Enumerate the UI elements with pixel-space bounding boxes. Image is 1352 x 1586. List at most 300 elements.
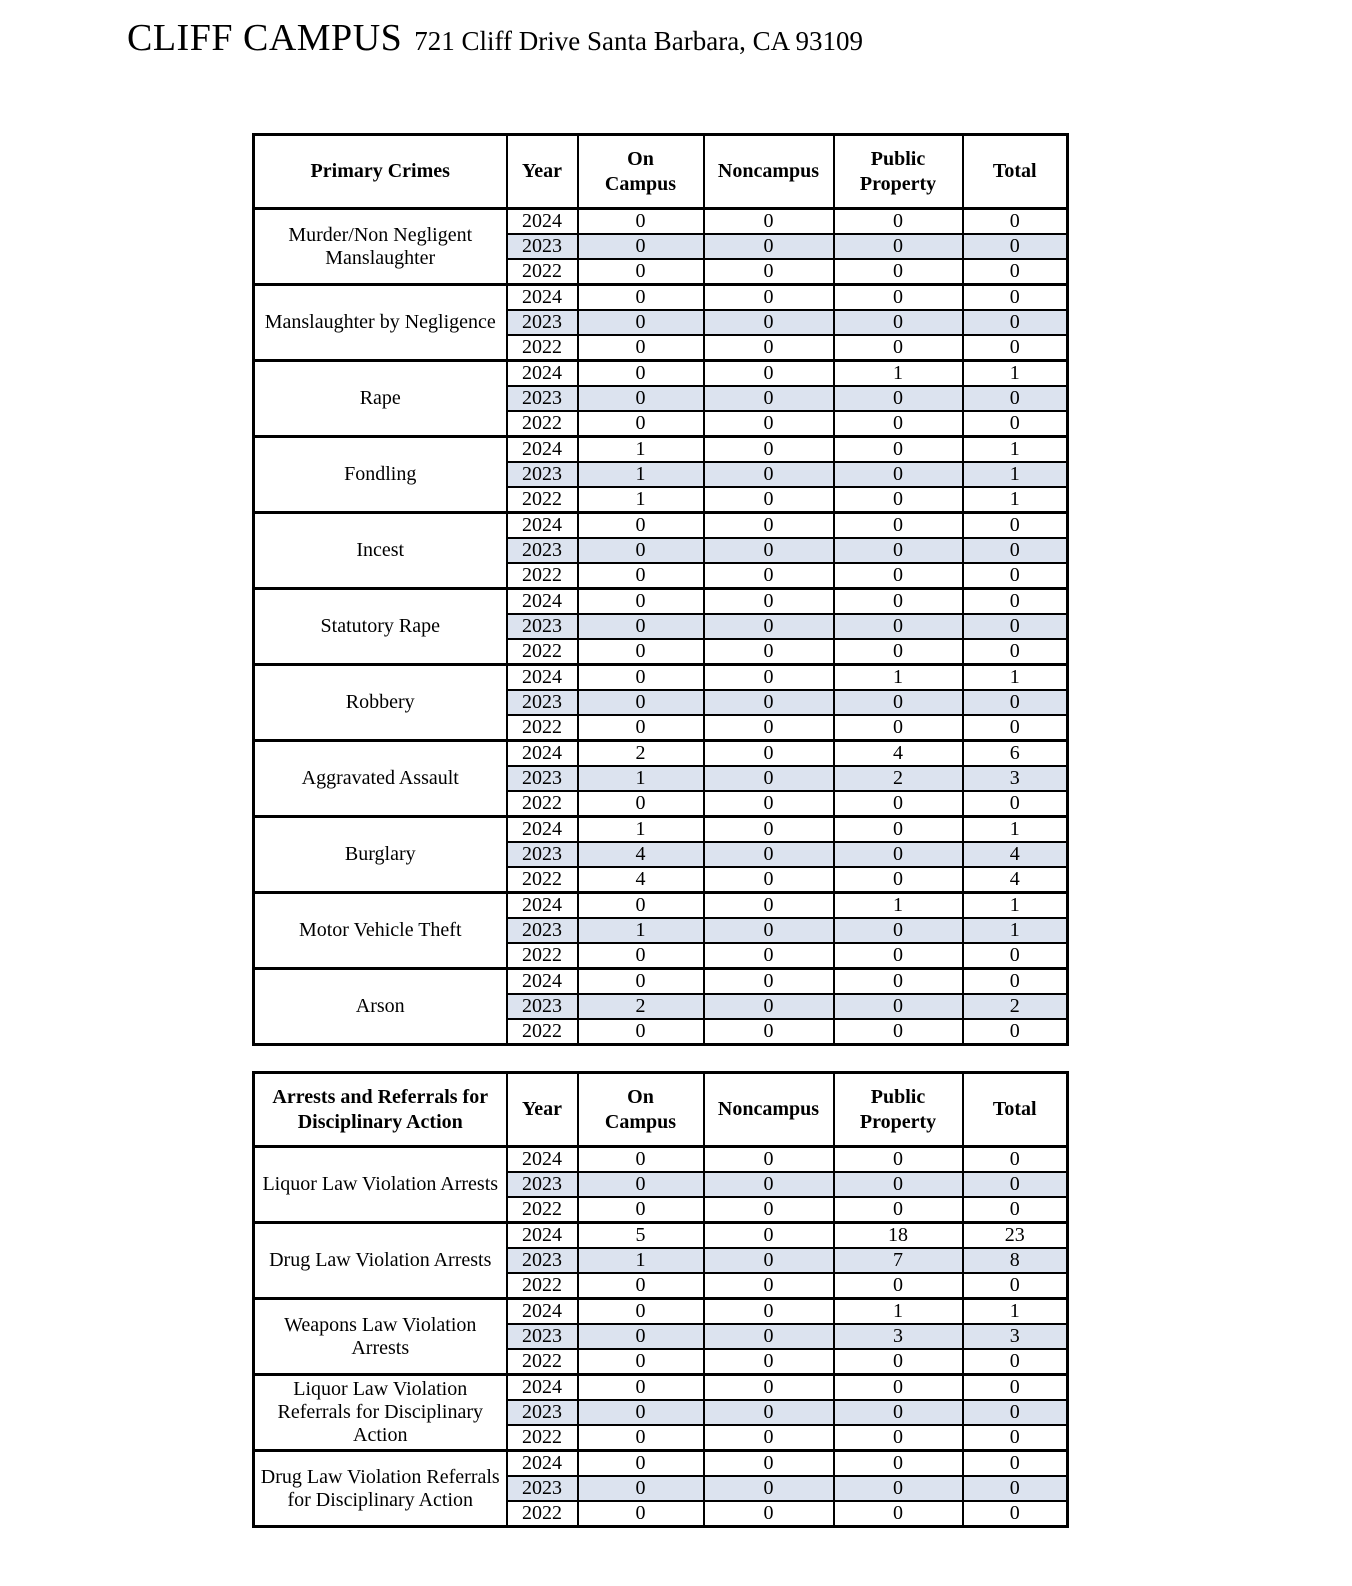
- value-cell-on-campus: 0: [578, 1273, 704, 1299]
- year-row: [254, 285, 1068, 311]
- value-cell-on-campus: 1: [578, 462, 704, 487]
- year-cell: 2024: [507, 893, 578, 919]
- value-cell-total: 0: [963, 1425, 1068, 1451]
- value-cell-on-campus: 0: [578, 1375, 704, 1401]
- year-row: [254, 1223, 1068, 1249]
- value-cell-public-property: 0: [834, 1349, 963, 1375]
- year-cell: 2023: [507, 538, 578, 563]
- value-cell-noncampus: 0: [704, 563, 834, 589]
- year-cell: 2024: [507, 1451, 578, 1477]
- year-cell: 2024: [507, 1147, 578, 1173]
- value-cell-noncampus: 0: [704, 538, 834, 563]
- year-cell: 2022: [507, 639, 578, 665]
- value-cell-total: 0: [963, 791, 1068, 817]
- value-cell-total: 0: [963, 538, 1068, 563]
- value-cell-public-property: 0: [834, 513, 963, 539]
- year-cell: 2022: [507, 1349, 578, 1375]
- value-cell-noncampus: 0: [704, 1197, 834, 1223]
- column-header-on-campus-label: On Campus: [604, 147, 677, 195]
- year-cell: 2022: [507, 1425, 578, 1451]
- value-cell-public-property: 0: [834, 715, 963, 741]
- value-cell-on-campus: 4: [578, 842, 704, 867]
- value-cell-total: 0: [963, 209, 1068, 235]
- year-cell: 2023: [507, 310, 578, 335]
- value-cell-public-property: 7: [834, 1248, 963, 1273]
- value-cell-total: 0: [963, 513, 1068, 539]
- value-cell-noncampus: 0: [704, 285, 834, 311]
- column-header-noncampus-label: Noncampus: [717, 160, 820, 182]
- value-cell-on-campus: 0: [578, 563, 704, 589]
- value-cell-public-property: 0: [834, 614, 963, 639]
- value-cell-total: 0: [963, 1273, 1068, 1299]
- value-cell-noncampus: 0: [704, 1501, 834, 1527]
- value-cell-public-property: 0: [834, 994, 963, 1019]
- value-cell-noncampus: 0: [704, 893, 834, 919]
- value-cell-on-campus: 0: [578, 1172, 704, 1197]
- value-cell-noncampus: 0: [704, 1375, 834, 1401]
- value-cell-public-property: 0: [834, 335, 963, 361]
- value-cell-on-campus: 0: [578, 969, 704, 995]
- value-cell-noncampus: 0: [704, 259, 834, 285]
- category-cell: Incest: [254, 513, 507, 589]
- value-cell-noncampus: 0: [704, 969, 834, 995]
- value-cell-total: 1: [963, 893, 1068, 919]
- value-cell-noncampus: 0: [704, 487, 834, 513]
- category-cell: Drug Law Violation Referrals for Disciplinary Action: [254, 1451, 507, 1527]
- year-row: [254, 665, 1068, 691]
- arrests-referrals-table-header: [254, 1073, 1068, 1147]
- value-cell-total: 6: [963, 741, 1068, 767]
- year-cell: 2022: [507, 715, 578, 741]
- value-cell-on-campus: 0: [578, 1349, 704, 1375]
- value-cell-total: 23: [963, 1223, 1068, 1249]
- value-cell-noncampus: 0: [704, 310, 834, 335]
- year-row: [254, 817, 1068, 843]
- value-cell-on-campus: 1: [578, 487, 704, 513]
- value-cell-public-property: 0: [834, 969, 963, 995]
- year-cell: 2024: [507, 969, 578, 995]
- value-cell-total: 0: [963, 259, 1068, 285]
- campus-address: 721 Cliff Drive Santa Barbara, CA 93109: [414, 26, 863, 56]
- value-cell-on-campus: 5: [578, 1223, 704, 1249]
- value-cell-total: 0: [963, 639, 1068, 665]
- value-cell-total: 0: [963, 563, 1068, 589]
- value-cell-total: 8: [963, 1248, 1068, 1273]
- value-cell-total: 0: [963, 1019, 1068, 1045]
- year-cell: 2024: [507, 513, 578, 539]
- value-cell-on-campus: 0: [578, 335, 704, 361]
- year-cell: 2023: [507, 614, 578, 639]
- year-cell: 2023: [507, 842, 578, 867]
- value-cell-total: 1: [963, 437, 1068, 463]
- value-cell-noncampus: 0: [704, 1223, 834, 1249]
- value-cell-noncampus: 0: [704, 335, 834, 361]
- value-cell-total: 0: [963, 1476, 1068, 1501]
- value-cell-noncampus: 0: [704, 791, 834, 817]
- year-row: [254, 1451, 1068, 1477]
- year-row: [254, 513, 1068, 539]
- value-cell-noncampus: 0: [704, 1400, 834, 1425]
- year-cell: 2023: [507, 766, 578, 791]
- value-cell-on-campus: 2: [578, 994, 704, 1019]
- value-cell-noncampus: 0: [704, 639, 834, 665]
- value-cell-on-campus: 1: [578, 918, 704, 943]
- year-cell: 2024: [507, 817, 578, 843]
- value-cell-public-property: 0: [834, 209, 963, 235]
- value-cell-noncampus: 0: [704, 1147, 834, 1173]
- value-cell-public-property: 0: [834, 1147, 963, 1173]
- value-cell-total: 4: [963, 867, 1068, 893]
- column-header-public-property: [834, 135, 963, 209]
- category-cell: Drug Law Violation Arrests: [254, 1223, 507, 1299]
- value-cell-noncampus: 0: [704, 614, 834, 639]
- value-cell-noncampus: 0: [704, 994, 834, 1019]
- value-cell-noncampus: 0: [704, 234, 834, 259]
- column-header-on-campus: [578, 135, 704, 209]
- year-cell: 2022: [507, 867, 578, 893]
- value-cell-public-property: 0: [834, 437, 963, 463]
- value-cell-total: 0: [963, 690, 1068, 715]
- page-header: [127, 16, 863, 60]
- category-cell: Fondling: [254, 437, 507, 513]
- category-cell: Liquor Law Violation Arrests: [254, 1147, 507, 1223]
- value-cell-on-campus: 0: [578, 386, 704, 411]
- value-cell-public-property: 0: [834, 411, 963, 437]
- value-cell-on-campus: 0: [578, 1147, 704, 1173]
- value-cell-public-property: 0: [834, 1501, 963, 1527]
- value-cell-total: 0: [963, 1400, 1068, 1425]
- primary-crimes-table-body: [254, 209, 1068, 1045]
- value-cell-total: 0: [963, 943, 1068, 969]
- value-cell-public-property: 0: [834, 462, 963, 487]
- year-cell: 2024: [507, 589, 578, 615]
- category-cell: Murder/Non Negligent Manslaughter: [254, 209, 507, 285]
- column-header-total: Total: [963, 1073, 1068, 1147]
- value-cell-on-campus: 0: [578, 1425, 704, 1451]
- value-cell-total: 1: [963, 361, 1068, 387]
- value-cell-noncampus: 0: [704, 690, 834, 715]
- header-row: [254, 135, 1068, 209]
- value-cell-on-campus: 0: [578, 665, 704, 691]
- category-cell: Liquor Law Violation Referrals for Disciplinary Action: [254, 1375, 507, 1451]
- column-header-on-campus-label: On Campus: [604, 1085, 677, 1133]
- value-cell-public-property: 0: [834, 791, 963, 817]
- year-cell: 2024: [507, 1299, 578, 1325]
- value-cell-noncampus: 0: [704, 1019, 834, 1045]
- year-cell: 2023: [507, 462, 578, 487]
- value-cell-public-property: 0: [834, 1172, 963, 1197]
- value-cell-on-campus: 1: [578, 817, 704, 843]
- value-cell-noncampus: 0: [704, 411, 834, 437]
- value-cell-public-property: 0: [834, 386, 963, 411]
- year-cell: 2024: [507, 741, 578, 767]
- value-cell-public-property: 1: [834, 1299, 963, 1325]
- value-cell-on-campus: 0: [578, 1501, 704, 1527]
- value-cell-noncampus: 0: [704, 715, 834, 741]
- value-cell-public-property: 0: [834, 538, 963, 563]
- value-cell-on-campus: 0: [578, 513, 704, 539]
- year-cell: 2024: [507, 285, 578, 311]
- value-cell-public-property: 4: [834, 741, 963, 767]
- year-cell: 2023: [507, 1400, 578, 1425]
- value-cell-on-campus: 0: [578, 1299, 704, 1325]
- value-cell-on-campus: 1: [578, 437, 704, 463]
- value-cell-total: 0: [963, 1451, 1068, 1477]
- value-cell-public-property: 0: [834, 563, 963, 589]
- value-cell-public-property: 0: [834, 589, 963, 615]
- value-cell-on-campus: 0: [578, 893, 704, 919]
- value-cell-total: 0: [963, 589, 1068, 615]
- column-header-noncampus: [704, 135, 834, 209]
- value-cell-public-property: 0: [834, 1400, 963, 1425]
- value-cell-public-property: 0: [834, 817, 963, 843]
- year-cell: 2022: [507, 411, 578, 437]
- category-cell: Aggravated Assault: [254, 741, 507, 817]
- value-cell-on-campus: 0: [578, 361, 704, 387]
- value-cell-public-property: 1: [834, 361, 963, 387]
- value-cell-public-property: 1: [834, 665, 963, 691]
- value-cell-noncampus: 0: [704, 513, 834, 539]
- primary-crimes-table: [252, 133, 1069, 1046]
- column-header-noncampus: [704, 1073, 834, 1147]
- value-cell-total: 4: [963, 842, 1068, 867]
- year-cell: 2023: [507, 1172, 578, 1197]
- value-cell-on-campus: 0: [578, 1400, 704, 1425]
- value-cell-public-property: 0: [834, 259, 963, 285]
- value-cell-noncampus: 0: [704, 361, 834, 387]
- value-cell-public-property: 0: [834, 487, 963, 513]
- value-cell-noncampus: 0: [704, 1349, 834, 1375]
- year-cell: 2024: [507, 437, 578, 463]
- value-cell-public-property: 0: [834, 1197, 963, 1223]
- year-cell: 2024: [507, 1375, 578, 1401]
- year-cell: 2024: [507, 361, 578, 387]
- value-cell-on-campus: 0: [578, 1476, 704, 1501]
- value-cell-noncampus: 0: [704, 1451, 834, 1477]
- value-cell-public-property: 0: [834, 234, 963, 259]
- value-cell-total: 1: [963, 918, 1068, 943]
- category-cell: Statutory Rape: [254, 589, 507, 665]
- category-cell: Weapons Law Violation Arrests: [254, 1299, 507, 1375]
- value-cell-on-campus: 0: [578, 1324, 704, 1349]
- value-cell-noncampus: 0: [704, 1273, 834, 1299]
- year-cell: 2022: [507, 1019, 578, 1045]
- year-row: [254, 969, 1068, 995]
- primary-crimes-table-header: [254, 135, 1068, 209]
- value-cell-total: 0: [963, 234, 1068, 259]
- year-cell: 2024: [507, 665, 578, 691]
- value-cell-on-campus: 0: [578, 589, 704, 615]
- value-cell-public-property: 0: [834, 310, 963, 335]
- value-cell-public-property: 0: [834, 285, 963, 311]
- value-cell-noncampus: 0: [704, 1299, 834, 1325]
- column-header-year: Year: [507, 135, 578, 209]
- value-cell-noncampus: 0: [704, 589, 834, 615]
- value-cell-noncampus: 0: [704, 209, 834, 235]
- value-cell-total: 2: [963, 994, 1068, 1019]
- value-cell-on-campus: 4: [578, 867, 704, 893]
- year-row: [254, 1147, 1068, 1173]
- value-cell-total: 3: [963, 1324, 1068, 1349]
- value-cell-total: 0: [963, 1501, 1068, 1527]
- column-header-public-property: [834, 1073, 963, 1147]
- year-cell: 2022: [507, 487, 578, 513]
- value-cell-noncampus: 0: [704, 918, 834, 943]
- value-cell-total: 1: [963, 817, 1068, 843]
- year-row: [254, 1375, 1068, 1401]
- value-cell-noncampus: 0: [704, 1248, 834, 1273]
- value-cell-noncampus: 0: [704, 867, 834, 893]
- arrests-referrals-table-body: [254, 1147, 1068, 1527]
- value-cell-total: 0: [963, 1197, 1068, 1223]
- value-cell-public-property: 18: [834, 1223, 963, 1249]
- value-cell-public-property: 0: [834, 1273, 963, 1299]
- value-cell-on-campus: 0: [578, 715, 704, 741]
- year-cell: 2023: [507, 386, 578, 411]
- value-cell-noncampus: 0: [704, 741, 834, 767]
- value-cell-total: 0: [963, 1172, 1068, 1197]
- value-cell-public-property: 0: [834, 842, 963, 867]
- year-cell: 2023: [507, 994, 578, 1019]
- category-cell: Motor Vehicle Theft: [254, 893, 507, 969]
- value-cell-public-property: 0: [834, 867, 963, 893]
- value-cell-public-property: 0: [834, 1375, 963, 1401]
- campus-name: CLIFF CAMPUS: [127, 17, 403, 59]
- year-row: [254, 589, 1068, 615]
- value-cell-public-property: 2: [834, 766, 963, 791]
- year-cell: 2022: [507, 791, 578, 817]
- column-header-on-campus: [578, 1073, 704, 1147]
- category-cell: Robbery: [254, 665, 507, 741]
- value-cell-on-campus: 0: [578, 285, 704, 311]
- value-cell-noncampus: 0: [704, 943, 834, 969]
- value-cell-on-campus: 0: [578, 791, 704, 817]
- value-cell-on-campus: 1: [578, 1248, 704, 1273]
- year-row: [254, 361, 1068, 387]
- value-cell-noncampus: 0: [704, 462, 834, 487]
- year-cell: 2024: [507, 209, 578, 235]
- year-row: [254, 893, 1068, 919]
- value-cell-on-campus: 0: [578, 943, 704, 969]
- value-cell-total: 0: [963, 1147, 1068, 1173]
- year-cell: 2023: [507, 234, 578, 259]
- column-header-public-property-label: Public Property: [859, 147, 937, 195]
- value-cell-on-campus: 0: [578, 1019, 704, 1045]
- value-cell-on-campus: 0: [578, 209, 704, 235]
- value-cell-on-campus: 0: [578, 234, 704, 259]
- value-cell-noncampus: 0: [704, 386, 834, 411]
- value-cell-noncampus: 0: [704, 1324, 834, 1349]
- category-cell: Burglary: [254, 817, 507, 893]
- column-header-noncampus-label: Noncampus: [717, 1098, 820, 1120]
- year-row: [254, 209, 1068, 235]
- value-cell-noncampus: 0: [704, 842, 834, 867]
- value-cell-total: 0: [963, 715, 1068, 741]
- value-cell-on-campus: 0: [578, 411, 704, 437]
- value-cell-noncampus: 0: [704, 1425, 834, 1451]
- value-cell-on-campus: 0: [578, 614, 704, 639]
- year-cell: 2022: [507, 1501, 578, 1527]
- value-cell-total: 1: [963, 665, 1068, 691]
- value-cell-on-campus: 0: [578, 310, 704, 335]
- value-cell-public-property: 0: [834, 1425, 963, 1451]
- value-cell-public-property: 3: [834, 1324, 963, 1349]
- value-cell-total: 0: [963, 969, 1068, 995]
- column-header-arrests-referrals: Arrests and Referrals for Disciplinary Action: [254, 1073, 507, 1147]
- value-cell-total: 0: [963, 335, 1068, 361]
- year-row: [254, 1299, 1068, 1325]
- column-header-total: Total: [963, 135, 1068, 209]
- value-cell-public-property: 0: [834, 918, 963, 943]
- year-cell: 2022: [507, 1273, 578, 1299]
- value-cell-public-property: 0: [834, 943, 963, 969]
- value-cell-on-campus: 0: [578, 690, 704, 715]
- year-cell: 2022: [507, 943, 578, 969]
- year-cell: 2023: [507, 1248, 578, 1273]
- value-cell-noncampus: 0: [704, 766, 834, 791]
- value-cell-public-property: 0: [834, 1451, 963, 1477]
- value-cell-noncampus: 0: [704, 665, 834, 691]
- arrests-referrals-table: [252, 1071, 1069, 1528]
- value-cell-total: 0: [963, 310, 1068, 335]
- value-cell-total: 0: [963, 386, 1068, 411]
- column-header-year: Year: [507, 1073, 578, 1147]
- value-cell-total: 0: [963, 285, 1068, 311]
- value-cell-total: 1: [963, 1299, 1068, 1325]
- value-cell-public-property: 0: [834, 1019, 963, 1045]
- value-cell-on-campus: 0: [578, 259, 704, 285]
- year-cell: 2022: [507, 335, 578, 361]
- value-cell-public-property: 0: [834, 639, 963, 665]
- value-cell-total: 1: [963, 487, 1068, 513]
- year-cell: 2022: [507, 1197, 578, 1223]
- value-cell-total: 0: [963, 1375, 1068, 1401]
- value-cell-on-campus: 2: [578, 741, 704, 767]
- value-cell-on-campus: 1: [578, 766, 704, 791]
- value-cell-noncampus: 0: [704, 437, 834, 463]
- value-cell-total: 1: [963, 462, 1068, 487]
- year-cell: 2023: [507, 1324, 578, 1349]
- header-row: [254, 1073, 1068, 1147]
- value-cell-public-property: 1: [834, 893, 963, 919]
- year-cell: 2023: [507, 690, 578, 715]
- value-cell-on-campus: 0: [578, 1451, 704, 1477]
- year-cell: 2023: [507, 918, 578, 943]
- year-cell: 2024: [507, 1223, 578, 1249]
- value-cell-on-campus: 0: [578, 639, 704, 665]
- value-cell-public-property: 0: [834, 690, 963, 715]
- value-cell-total: 0: [963, 1349, 1068, 1375]
- value-cell-total: 0: [963, 614, 1068, 639]
- value-cell-total: 3: [963, 766, 1068, 791]
- column-header-public-property-label: Public Property: [859, 1085, 937, 1133]
- category-cell: Rape: [254, 361, 507, 437]
- value-cell-public-property: 0: [834, 1476, 963, 1501]
- value-cell-noncampus: 0: [704, 817, 834, 843]
- column-header-primary-crimes: Primary Crimes: [254, 135, 507, 209]
- value-cell-noncampus: 0: [704, 1476, 834, 1501]
- year-cell: 2022: [507, 563, 578, 589]
- year-row: [254, 437, 1068, 463]
- value-cell-on-campus: 0: [578, 538, 704, 563]
- value-cell-noncampus: 0: [704, 1172, 834, 1197]
- value-cell-on-campus: 0: [578, 1197, 704, 1223]
- year-cell: 2023: [507, 1476, 578, 1501]
- category-cell: Manslaughter by Negligence: [254, 285, 507, 361]
- value-cell-total: 0: [963, 411, 1068, 437]
- year-cell: 2022: [507, 259, 578, 285]
- category-cell: Arson: [254, 969, 507, 1045]
